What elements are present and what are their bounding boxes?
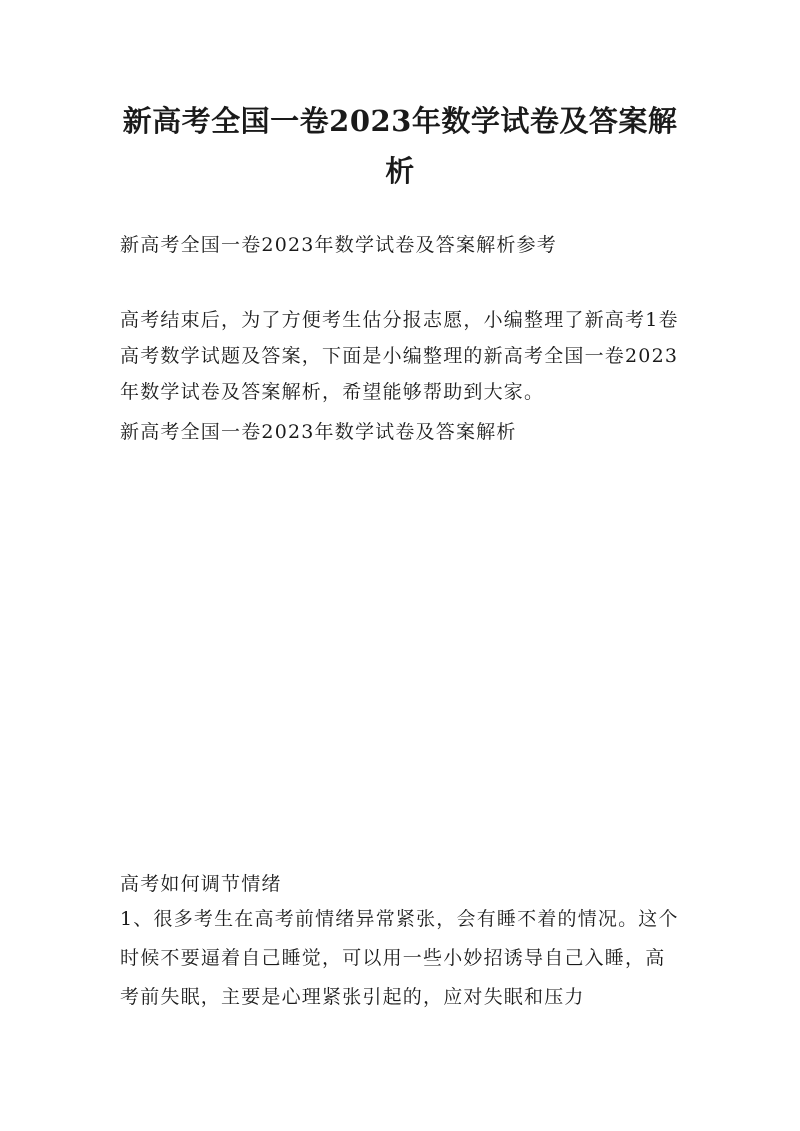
document-title: 新高考全国一卷2023年数学试卷及答案解析 <box>122 104 678 188</box>
intro-paragraph: 高考结束后，为了方便考生估分报志愿，小编整理了新高考1卷高考数学试题及答案，下面是小编整理的新高考全国一卷2023年数学试卷及答案解析，希望能够帮助到大家。 <box>120 309 679 403</box>
document-subtitle: 新高考全国一卷2023年数学试卷及答案解析参考 <box>120 234 557 256</box>
intro-heading: 新高考全国一卷2023年数学试卷及答案解析 <box>120 421 517 443</box>
section-heading: 高考如何调节情绪 <box>120 873 282 895</box>
section-body-paragraph: 1、很多考生在高考前情绪异常紧张，会有睡不着的情况。这个时候不要逼着自己睡觉，可以用一些小妙招诱导自己入睡，高考前失眠，主要是心理紧张引起的，应对失眠和压力 <box>120 908 679 1008</box>
